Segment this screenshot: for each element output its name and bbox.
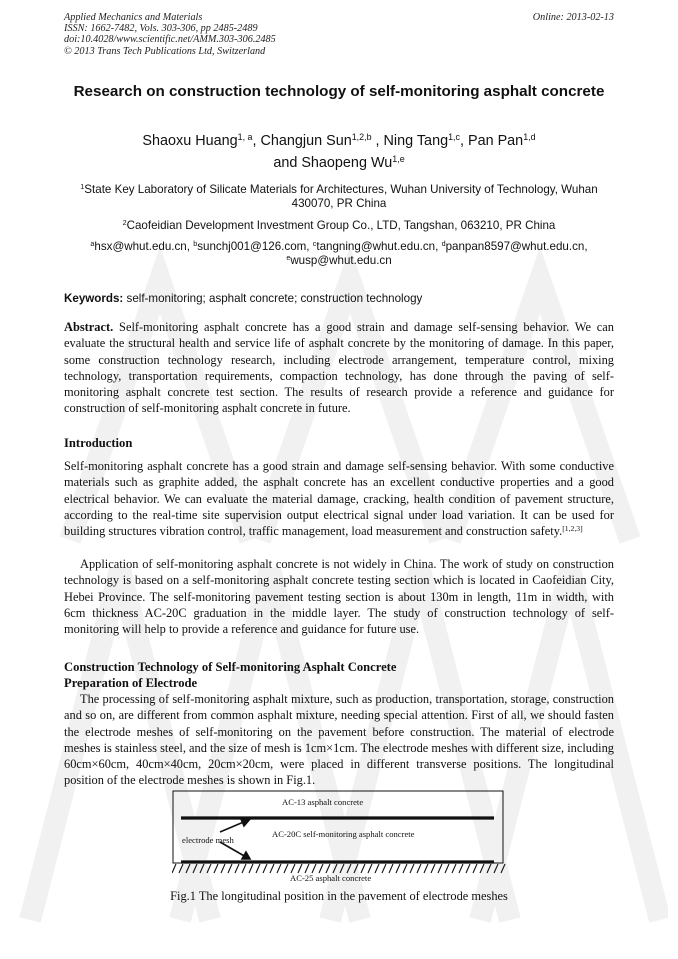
- affiliation-sup: 2: [122, 218, 127, 228]
- keywords: [64, 292, 614, 305]
- layer-label-middle: AC-20C self-monitoring asphalt concrete: [272, 829, 415, 839]
- author-sep: ,: [252, 133, 261, 149]
- issn-line: ISSN: 1662-7482, Vols. 303-306, pp 2485-2489: [64, 23, 258, 35]
- email-link[interactable]: tangning@whut.edu.cn,: [316, 240, 442, 253]
- affiliation-1: [64, 183, 614, 211]
- author-sep: ,: [459, 133, 468, 149]
- author-sep: ,: [371, 133, 384, 149]
- author-sup: 1, a: [237, 132, 253, 143]
- journal-name: Applied Mechanics and Materials: [64, 12, 203, 23]
- doi-line: doi:10.4028/www.scientific.net/AMM.303-306.2485: [64, 34, 276, 46]
- author-name: Shaoxu Huang: [142, 133, 238, 149]
- author-name: Pan Pan: [467, 133, 524, 149]
- introduction-paragraph-1: [64, 458, 614, 539]
- keywords-text: self-monitoring; asphalt concrete; construction technology: [126, 292, 423, 305]
- email-link[interactable]: sunchj001@126.com,: [197, 240, 313, 253]
- email-sup: c: [312, 239, 317, 249]
- electrode-subheading: Preparation of Electrode: [64, 676, 198, 690]
- author-name: Changjun Sun: [260, 133, 352, 149]
- email-sup: d: [441, 239, 446, 249]
- introduction-paragraph-2: Application of self-monitoring asphalt concrete is not widely in China. The work of study on construction technology is based on a self-monitoring asphalt concrete testing section which is located in Caofeidian City, Hebei Province. The self-monitoring pavement testing section is about 130m in length, 11m in width, with 6cm thickness AC-20C graduation in the middle layer. The study of construction technology of self-monitoring will help to provide a reference and guidance for future use.: [64, 557, 614, 637]
- abstract: [64, 319, 614, 417]
- affiliation-text: State Key Laboratory of Silicate Materials for Architectures, Wuhan University of Technology, Wuhan 430070, PR China: [84, 183, 598, 210]
- abstract-label: Abstract.: [64, 320, 114, 334]
- email-sup: a: [90, 239, 95, 249]
- online-date: Online: 2013-02-13: [532, 12, 614, 23]
- email-link[interactable]: wusp@whut.edu.cn: [290, 254, 392, 267]
- construction-paragraph-1: The processing of self-monitoring asphalt mixture, such as production, transportation, storage, construction and so on, are different from common asphalt mixture, needing special attention. First of all, we should fasten the electrode meshes of self-monitoring on the pavement before construction. The material of electrode meshes is stainless steel, and the size of mesh is 1cm×1cm. The electrode meshes with different size, including 60cm×60cm, 40cm×40cm, 20cm×20cm, were placed in different transverse positions. The longitudinal position of the electrode meshes is shown in Fig.1.: [64, 692, 614, 788]
- affiliation-text: Caofeidian Development Investment Group Co., LTD, Tangshan, 063210, PR China: [126, 219, 556, 232]
- journal-header: [64, 12, 276, 57]
- keywords-label: Keywords:: [64, 292, 124, 305]
- abstract-text: Self-monitoring asphalt concrete has a good strain and damage self-sensing behavior. We can evaluate the structural health and service life of asphalt concrete by the monitoring of damage. In this paper, some construction technology research, including electrode arrangement, temperature control, mixing technology, transportation requirements, compaction technology, has done through the paving of self-monitoring asphalt concrete test section. The results of research provide a reference and guidance for construction of self-monitoring asphalt concrete in future.: [64, 320, 614, 416]
- email-sup: e: [286, 253, 291, 263]
- author-sup: 1,2,b: [351, 132, 372, 143]
- intro-p1-text: Self-monitoring asphalt concrete has a good strain and damage self-sensing behavior. With some conductive materials such as graphite added, the asphalt concrete has an excellent conductive properties and a good electrical behavior. We can evaluate the material damage, cracking, health condition of pavement structure, according to the real-time site supervision output electrical signal under load variation. It can be used for building structures vibration control, traffic management, load measurement and construction safety.: [64, 459, 614, 539]
- electrode-mesh-label: electrode mesh: [182, 835, 234, 845]
- email-link[interactable]: hsx@whut.edu.cn,: [94, 240, 194, 253]
- figure-1: [172, 790, 506, 886]
- email-sup: b: [193, 239, 198, 249]
- email-link[interactable]: panpan8597@whut.edu.cn,: [445, 240, 588, 253]
- affiliation-2: [64, 219, 614, 233]
- figure-caption: Fig.1 The longitudinal position in the pavement of electrode meshes: [170, 889, 508, 903]
- author-line-1: [64, 130, 614, 152]
- author-sup: 1,e: [392, 154, 405, 165]
- ground-hatching: [172, 864, 505, 873]
- author-list: [64, 130, 614, 174]
- layer-label-bottom: AC-25 asphalt concrete: [290, 873, 372, 883]
- email-list: [64, 240, 614, 268]
- layer-label-top: AC-13 asphalt concrete: [282, 797, 364, 807]
- introduction-heading: Introduction: [64, 436, 133, 450]
- author-sup: 1,d: [523, 132, 536, 143]
- author-name: and Shaopeng Wu: [273, 155, 393, 171]
- author-sup: 1,c: [448, 132, 460, 143]
- author-name: Ning Tang: [383, 133, 449, 149]
- citation-ref[interactable]: [1,2,3]: [562, 523, 583, 533]
- copyright-line: © 2013 Trans Tech Publications Ltd, Switzerland: [64, 45, 266, 57]
- affiliation-sup: 1: [80, 182, 85, 192]
- construction-heading: Construction Technology of Self-monitoring Asphalt Concrete: [64, 660, 397, 674]
- paper-title: Research on construction technology of self-monitoring asphalt concrete: [73, 83, 605, 100]
- author-line-2: [64, 152, 614, 174]
